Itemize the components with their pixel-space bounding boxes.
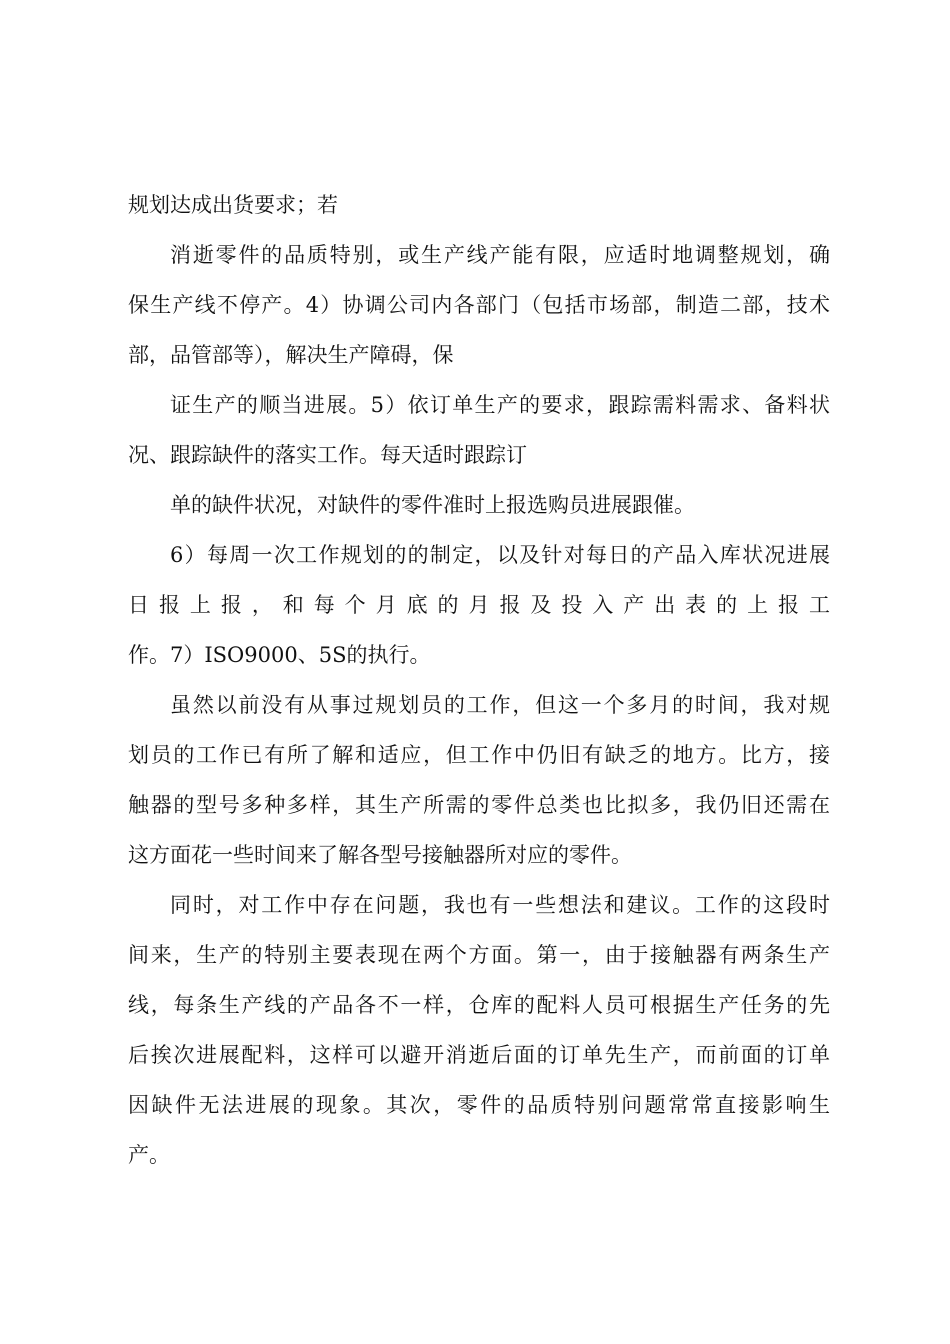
text-line-6: 况、跟踪缺件的落实工作。每天适时跟踪订 — [128, 443, 527, 467]
text-line-12: 划员的工作已有所了解和适应，但工作中仍旧有缺乏的地方。比方，接 — [128, 743, 830, 767]
text-line-18: 后挨次进展配料，这样可以避开消逝后面的订单先生产，而前面的订单 — [128, 1043, 830, 1067]
text-line-10: 作。7）ISO9000、5S的执行。 — [128, 643, 431, 667]
text-line-13: 触器的型号多种多样，其生产所需的零件总类也比拟多，我仍旧还需在 — [128, 793, 830, 817]
text-line-14: 这方面花一些时间来了解各型号接触器所对应的零件。 — [128, 843, 632, 867]
text-line-17: 线，每条生产线的产品各不一样，仓库的配料人员可根据生产任务的先 — [128, 993, 830, 1017]
text-line-3: 保生产线不停产。4）协调公司内各部门（包括市场部，制造二部，技术 — [128, 293, 830, 317]
text-line-11: 虽然以前没有从事过规划员的工作，但这一个多月的时间，我对规 — [170, 693, 830, 717]
text-line-20: 产。 — [128, 1143, 170, 1167]
text-line-2: 消逝零件的品质特别，或生产线产能有限，应适时地调整规划，确 — [170, 243, 830, 267]
text-line-9: 日报上报，和每个月底的月报及投入产出表的上报工 — [128, 593, 830, 617]
text-line-15: 同时，对工作中存在问题，我也有一些想法和建议。工作的这段时 — [170, 893, 830, 917]
text-line-8: 6）每周一次工作规划的的制定，以及针对每日的产品入库状况进展 — [170, 543, 830, 567]
text-line-16: 间来，生产的特别主要表现在两个方面。第一，由于接触器有两条生产 — [128, 943, 830, 967]
text-line-4: 部，品管部等），解决生产障碍，保 — [128, 343, 454, 367]
text-line-7: 单的缺件状况，对缺件的零件准时上报选购员进展跟催。 — [170, 493, 695, 517]
text-line-5: 证生产的顺当进展。5）依订单生产的要求，跟踪需料需求、备料状 — [170, 393, 830, 417]
text-line-1: 规划达成出货要求；若 — [128, 193, 338, 217]
text-line-19: 因缺件无法进展的现象。其次，零件的品质特别问题常常直接影响生 — [128, 1093, 830, 1117]
